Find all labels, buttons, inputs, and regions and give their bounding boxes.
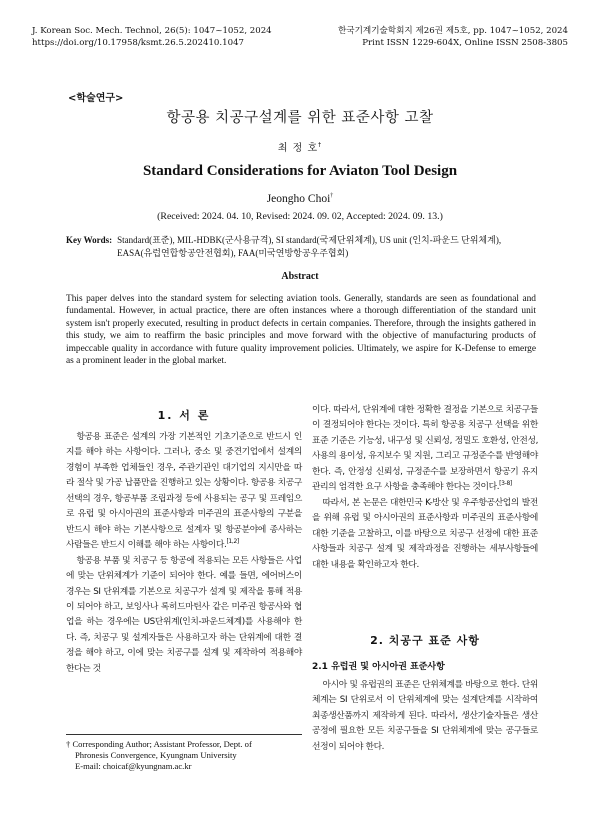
intro-paragraph-1: 항공용 표준은 설계의 가장 기본적인 기초기준으로 반드시 인지를 해야 하는 사항이다. 그러나, 중소 및 중견기업에서 설계의 경험이 부족한 업체들인 경우, 주관기관인 대기업의 지시만을 따라 절삭 및 가공 납품만을 진행하고 있는 상황이다. 항공용 치공구 선택의 경우, 항공부품 조립과정 등에 사용되는 공구 및 프레임으로 유럽 및 아시아권의 표준사항과 미주권의 표준사항의 구분을 반드시 해야 하는 기본사항으로 설계자 및 항공분야에 종사하는 사람들은 반드시 이해를 해야 하는 사항이다.[1,2]	[66, 432, 302, 551]
citation-1-2: [1,2]	[226, 538, 239, 546]
citation-3-8: [3-8]	[499, 480, 512, 488]
issn-info: Print ISSN 1229-604X, Online ISSN 2508-3805	[362, 38, 568, 48]
keywords	[66, 234, 536, 259]
intro-paragraph-3: 따라서, 본 논문은 대한민국 K-방산 및 우주항공산업의 발전을 위해 유럽 및 아시아권의 표준사항과 미주권의 표준사항에 대한 기준을 고찰하고, 이를 바탕으로 치공구 선정에 대한 표준사항들과 치공구 설계 및 제작과정을 진행하는 세부사항들에 대한 내용을 확인하고자 한다.	[312, 497, 538, 570]
right-column-body-bottom	[312, 678, 538, 755]
section-2-1-paragraph: 아시아 및 유럽권의 표준은 단위체계를 바탕으로 한다. 단위체계는 SI 단위로서 이 단위체계에 맞는 설계단계를 시작하여 최종생산품까지 제작하게 된다. 따라서, 생산기술자들은 생산공정에 필요한 모든 치공구들을 SI 단위체계에 맞는 공구들로 선정이 되어야 한다.	[312, 680, 538, 752]
footnote-divider	[66, 734, 302, 735]
keywords-text: Standard(표준), MIL-HDBK(군사용규격), SI standard(국제단위체계), US unit (인치-파운드 단위체계), EASA(유럽연합항공안전협회), FAA(미국연방항공우주협회)	[117, 235, 502, 258]
left-column-body	[66, 430, 302, 677]
title-korean: 항공용 치공구설계를 위한 표준사항 고찰	[166, 110, 434, 126]
journal-citation-korean: 한국기계기술학회지 제26권 제5호, pp. 1047~1052, 2024	[338, 26, 568, 36]
footnote	[66, 739, 302, 772]
section-2-heading: 2. 치공구 표준 사항	[370, 634, 480, 647]
received-dates: (Received: 2024. 04. 10, Revised: 2024. 09. 02, Accepted: 2024. 09. 13.)	[157, 211, 443, 222]
subsection-2-1-heading: 2.1 유럽권 및 아시아권 표준사항	[312, 662, 445, 672]
title-english: Standard Considerations for Aviaton Tool Design	[142, 163, 458, 179]
author-korean-name: 최 정 호	[277, 143, 319, 154]
author-english-name: Jeongho Choi	[266, 193, 331, 205]
section-1-heading: 1. 서 론	[157, 409, 211, 422]
article-category: <학술연구>	[68, 93, 124, 104]
author-english	[0, 193, 600, 205]
right-column-body-top	[312, 403, 538, 573]
author-korean	[0, 139, 600, 154]
footnote-email[interactable]: E-mail: choicaf@kyungnam.ac.kr	[75, 761, 192, 771]
footnote-line-2: Phronesis Convergence, Kyungnam University	[75, 750, 237, 760]
journal-citation: J. Korean Soc. Mech. Technol, 26(5): 1047~1052, 2024	[32, 26, 272, 36]
corresponding-mark: †	[318, 141, 323, 149]
keywords-label: Key Words:	[66, 235, 113, 245]
intro-paragraph-1-cont: 이다. 따라서, 단위계에 대한 정확한 결정을 기본으로 치공구들이 결정되어야 한다는 것이다. 특히 항공용 치공구 선택을 위한 표준 기준은 기능성, 내구성 및 신뢰성, 정밀도 호환성, 안전성, 사용의 용이성, 유지보수 및 지원, 그리고 규정준수를 반영해야 한다. 즉, 안정성 신뢰성, 규정준수를 보장하면서 항공기 유지 관리의 엄격한 요구 사항을 충족해야 한다는 것이다.[3-8]	[312, 405, 538, 493]
abstract-text: This paper delves into the standard system for selecting aviation tools. Generally, standards are seen as foundational and fundamental. However, in actual practice, there are often instances where a thorough differentiation of the standard unit system isn't properly executed, resulting in product defects in certain companies. Therefore, through the insights gathered in this study, we aim to reaffirm the basic principles and move forward with the objective of manufacturing products of impeccable quality in accordance with future quality improvement policies. Ultimately, we aspire for K-Defense to emerge as a prominent leader in the global market.	[66, 294, 536, 367]
footnote-line-1: † Corresponding Author; Assistant Professor, Dept. of	[66, 739, 252, 749]
abstract-heading: Abstract	[281, 271, 319, 282]
intro-paragraph-2: 항공용 부품 및 치공구 등 항공에 적용되는 모든 사항들은 사업에 맞는 단위체계가 기준이 되어야 한다. 예를 들면, 에어버스이 경우는 SI 단위계를 기본으로 치공구가 설계 및 제작을 통해 적용이 되어야 하고, 보잉사나 록히드마틴사 같은 미주권 항공사와 협업을 하는 경우에는 US단위계(인치-파운드체계)를 사용해야 한다. 즉, 치공구 및 설계자들은 사용하고자 하는 단위계에 대한 결정을 해야 하고, 이에 맞는 치공구를 설계 및 제작하여 적용해야 한다는 것	[66, 555, 302, 674]
corresponding-mark-en: †	[330, 193, 334, 200]
doi-link[interactable]: https://doi.org/10.17958/ksmt.26.5.202410.1047	[32, 38, 244, 48]
